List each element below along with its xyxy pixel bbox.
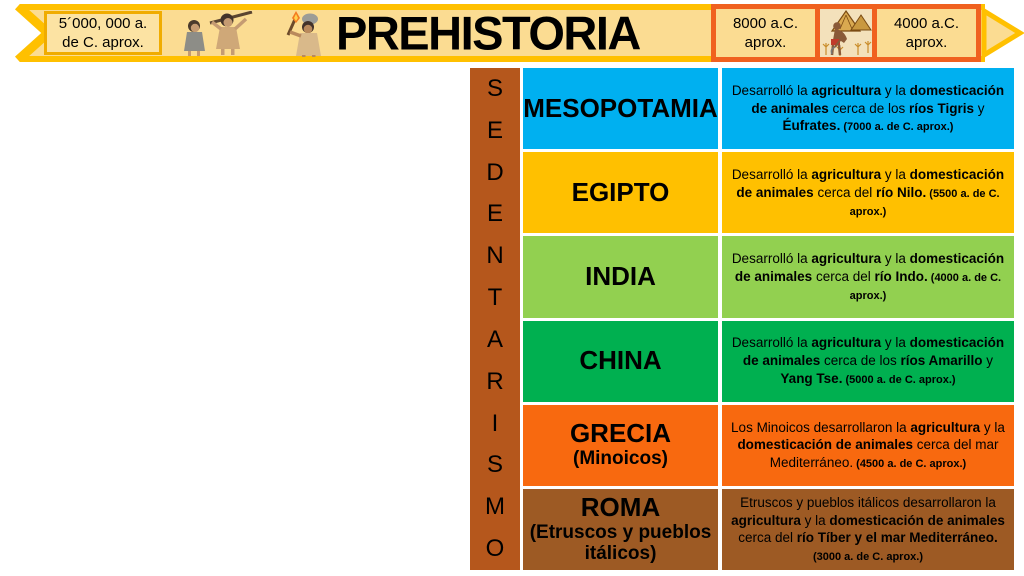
civilization-name: GRECIA xyxy=(569,418,672,449)
description-segment: y xyxy=(982,353,994,369)
civilization-description-cell xyxy=(722,68,1014,149)
vertical-letter: T xyxy=(487,284,503,312)
description-segment: y la xyxy=(980,419,1005,435)
vertical-letter: D xyxy=(486,158,504,186)
description-segment: agricultura xyxy=(811,82,882,98)
description-segment: Desarrolló la xyxy=(731,251,812,267)
vertical-letter: M xyxy=(485,493,505,521)
description-segment: cerca del xyxy=(813,184,876,200)
civilization-name: CHINA xyxy=(579,345,662,376)
description-segment: (3000 a. de C. aprox.) xyxy=(812,551,924,564)
description-segment: y la xyxy=(800,512,830,528)
civilization-description xyxy=(729,494,1007,565)
civilization-name-cell xyxy=(523,489,718,570)
description-segment: agricultura xyxy=(811,335,882,351)
civilization-name-cell xyxy=(523,236,718,317)
description-segment: Desarrolló la xyxy=(731,167,812,183)
date-box-5million-line1: 5´000, 000 a. xyxy=(58,14,148,32)
date-box-4000-line1: 4000 a.C. xyxy=(893,14,960,32)
sedentarismo-table xyxy=(470,68,1014,570)
vertical-letter: I xyxy=(491,409,499,437)
description-segment: domesticación de animales xyxy=(751,82,1005,116)
date-box-8000-line2: aprox. xyxy=(744,34,787,51)
description-segment: domesticación de animales xyxy=(829,512,1005,528)
description-segment: Yang Tse. xyxy=(780,371,843,386)
description-segment: y la xyxy=(881,167,910,183)
civilization-name-cell xyxy=(523,405,718,486)
prehistoria-title: PREHISTORIA xyxy=(336,6,640,60)
description-segment: agricultura xyxy=(910,419,981,435)
vertical-letter: E xyxy=(486,200,503,228)
description-segment: cerca del xyxy=(738,530,797,546)
date-box-4000-line2: aprox. xyxy=(905,34,948,51)
civilization-name: INDIA xyxy=(585,261,656,292)
description-segment: agricultura xyxy=(811,167,882,183)
description-segment: domesticación de animales xyxy=(736,167,1005,200)
description-segment: Desarrolló la xyxy=(731,82,812,98)
civilization-description xyxy=(729,166,1007,219)
description-segment: cerca del mar Mediterráneo. xyxy=(769,437,999,471)
vertical-letter: S xyxy=(486,74,503,102)
civilization-subname: (Minoicos) xyxy=(573,448,668,470)
vertical-letter: A xyxy=(486,325,503,353)
description-segment: (7000 a. de C. aprox.) xyxy=(840,121,954,134)
date-box-4000 xyxy=(877,9,976,57)
civilization-name-cell xyxy=(523,152,718,233)
sedentarismo-vertical-label xyxy=(470,68,520,570)
description-segment: y la xyxy=(881,335,910,351)
description-segment: (5000 a. de C. aprox.) xyxy=(842,374,956,386)
description-segment: río Tíber y el mar Mediterráneo. xyxy=(796,530,998,546)
civilization-name: ROMA xyxy=(580,491,661,522)
description-segment: y xyxy=(974,100,985,116)
civilization-description-cell xyxy=(722,152,1014,233)
description-segment: Éufrates. xyxy=(782,118,841,134)
civilization-description-cell xyxy=(722,236,1014,317)
vertical-letter: S xyxy=(486,451,503,479)
civilization-description-cell xyxy=(722,321,1014,402)
table-row xyxy=(523,236,1014,317)
farmer-illustration xyxy=(820,9,872,57)
cavemen-with-spear-and-torch-icon xyxy=(172,11,330,57)
vertical-letter: O xyxy=(485,535,505,563)
date-box-5million xyxy=(44,11,162,55)
description-segment: (4000 a. de C. aprox.) xyxy=(849,272,1002,302)
table-row xyxy=(523,489,1014,570)
civilization-description xyxy=(729,419,1007,472)
description-segment: domesticación de animales xyxy=(737,437,914,453)
table-row xyxy=(523,405,1014,486)
vertical-letter: N xyxy=(486,242,504,270)
date-box-8000-line1: 8000 a.C. xyxy=(732,14,799,32)
description-segment: Desarrolló la xyxy=(731,335,812,351)
description-segment: (5500 a. de C. aprox.) xyxy=(849,187,1000,218)
timeline-banner xyxy=(0,4,985,62)
description-segment: ríos Amarillo xyxy=(900,353,983,369)
civilization-description xyxy=(729,334,1007,387)
description-segment: domesticación de animales xyxy=(734,251,1005,285)
civilization-description xyxy=(729,82,1007,135)
description-segment: agricultura xyxy=(731,512,801,528)
description-segment: agricultura xyxy=(811,251,882,267)
table-row xyxy=(523,68,1014,149)
date-box-5million-line2: de C. aprox. xyxy=(62,34,144,51)
description-segment: y la xyxy=(881,82,910,98)
vertical-letter: R xyxy=(486,367,504,395)
right-arrowhead-icon xyxy=(981,4,1024,62)
neolithic-date-group xyxy=(711,4,981,62)
civilization-description-cell xyxy=(722,489,1014,570)
description-segment: río Nilo. xyxy=(875,184,927,200)
civilization-name-cell xyxy=(523,68,718,149)
civilization-description xyxy=(729,250,1007,303)
vertical-letter: E xyxy=(486,116,503,144)
description-segment: ríos Tigris xyxy=(909,100,975,116)
description-segment: Los Minoicos desarrollaron la xyxy=(731,419,911,435)
description-segment: cerca de los xyxy=(828,100,910,116)
description-segment: cerca de los xyxy=(820,353,901,369)
civilization-rows xyxy=(523,68,1014,570)
date-box-8000 xyxy=(716,9,815,57)
description-segment: y la xyxy=(881,251,910,267)
table-row xyxy=(523,321,1014,402)
table-row xyxy=(523,152,1014,233)
description-segment: domesticación de animales xyxy=(742,335,1005,369)
description-segment: cerca del xyxy=(812,269,875,285)
description-segment: Etruscos y pueblos itálicos desarrollaron la xyxy=(740,494,996,510)
civilization-name: EGIPTO xyxy=(571,177,670,208)
farmer-with-huts-icon xyxy=(815,9,877,57)
civilization-name: MESOPOTAMIA xyxy=(523,92,718,123)
civilization-description-cell xyxy=(722,405,1014,486)
civilization-subname: (Etruscos y pueblos itálicos) xyxy=(529,522,712,565)
description-segment: (4500 a. de C. aprox.) xyxy=(853,458,967,471)
civilization-name-cell xyxy=(523,321,718,402)
description-segment: río Indo. xyxy=(874,269,928,285)
